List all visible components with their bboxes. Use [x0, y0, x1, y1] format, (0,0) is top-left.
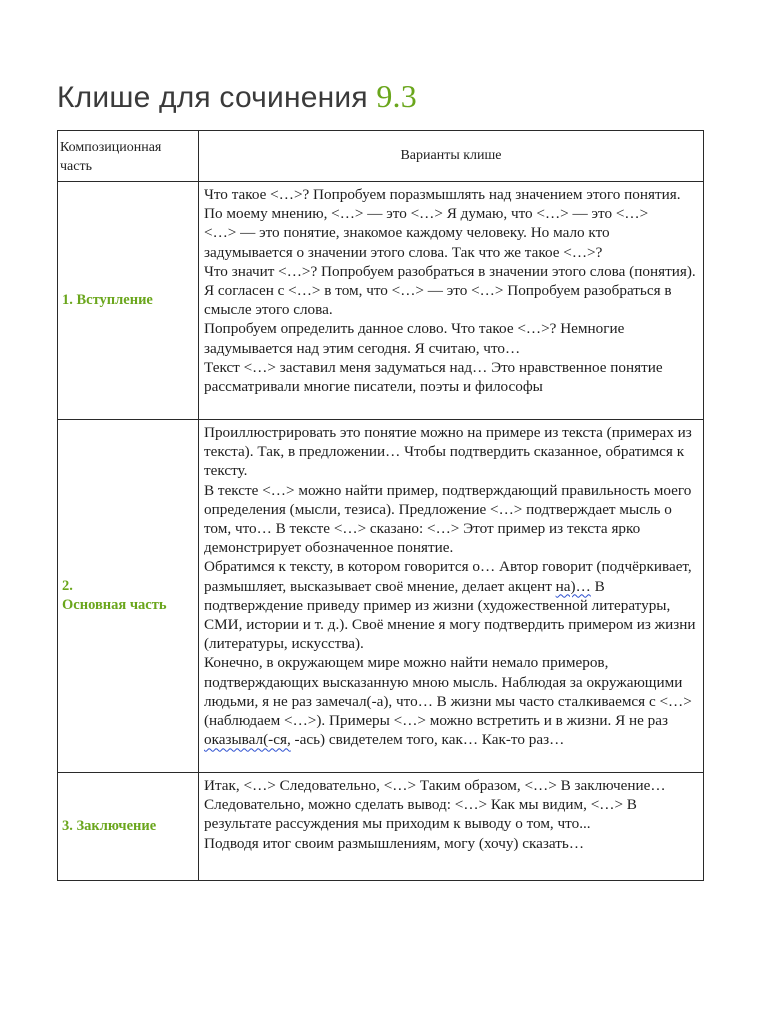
cliche-line: Что такое <…>? Попробуем поразмышлять над значением этого понятия. По моему мнению, <…> — это <…> Я думаю, что <…> — это <…> [204, 186, 681, 223]
table-row-main-part [58, 420, 704, 773]
table-header-row [58, 131, 704, 182]
page-title-text: Клише для сочинения [57, 81, 368, 114]
part-label-main-part [58, 420, 199, 773]
cliche-line: Текст <…> заставил меня задуматься над… Это нравственное понятие рассматривали многие писатели, поэты и философы [204, 358, 663, 396]
table-row-conclusion [58, 773, 704, 881]
part-label-introduction: 1. Вступление [58, 182, 199, 420]
page-title-number: 9.3 [376, 78, 417, 114]
cliche-line: <…> — это понятие, знакомое каждому человеку. Но мало кто задумывается о значении этого слова. Так что же такое <…>? [204, 224, 610, 261]
table-row-introduction [58, 182, 704, 420]
cliche-line: Что значит <…>? Попробуем разобраться в значении этого слова (понятия). Я согласен с <…> в том, что <…> — это <…> Попробуем разобраться в смысле этого слова. [204, 262, 696, 319]
part-label-text: Основная часть [62, 597, 167, 613]
part-label-conclusion: 3. Заключение [58, 773, 199, 881]
cliche-text: -ась) свидетелем того, как… Как-то раз… [290, 731, 565, 749]
part-label-number: 2. [62, 578, 73, 594]
cliche-text: Обратимся к тексту, в котором говорится о… Автор говорит (подчёркивает, размышляет, высказывает своё мнение, делает акцент [204, 558, 692, 595]
header-part: Композиционная часть [58, 131, 199, 182]
spellcheck-underline: оказывал(-ся, [204, 731, 291, 749]
cliche-line [204, 557, 699, 653]
cliche-line: Попробуем определить данное слово. Что такое <…>? Немногие задумывается над этим сегодня. Я считаю, что… [204, 320, 625, 357]
cliche-line: Проиллюстрировать это понятие можно на примере из текста (примерах из текста). Так, в предложении… Чтобы подтвердить сказанное, обратимся к тексту. [204, 424, 692, 480]
spellcheck-underline: на)… [555, 577, 591, 595]
variants-main-part [199, 420, 704, 773]
cliche-text: В подтверждение приведу пример из жизни (художественной литературы, СМИ, истории и т. д.). Своё мнение я могу подтвердить примером из жизни (литературы, искусства). [204, 577, 696, 653]
cliche-line: Итак, <…> Следовательно, <…> Таким образом, <…> В заключение… Следовательно, можно сделать вывод: <…> Как мы видим, <…> В результате рассуждения мы приходим к выводу о том, что... [204, 777, 666, 833]
cliche-text: Конечно, в окружающем мире можно найти немало примеров, подтверждающих высказанную мною мысль. Наблюдая за окружающими людьми, я не раз замечал(-а), что… В жизни мы часто сталкиваемся с <…> (наблюдаем <…>). Примеры <…> можно встретить и в жизни. Я не раз [204, 654, 692, 730]
cliche-table [57, 130, 704, 881]
page-title [57, 78, 417, 115]
header-variants: Варианты клише [199, 131, 704, 182]
cliche-line [204, 653, 699, 749]
cliche-line: Подводя итог своим размышлениям, могу (хочу) сказать… [204, 834, 585, 852]
cliche-line: В тексте <…> можно найти пример, подтверждающий правильность моего определения (мысли, тезиса). Предложение <…> подтверждает мысль о том, что… В тексте <…> сказано: <…> Этот пример из текста ярко демонстрирует обозначенное понятие. [204, 481, 692, 557]
variants-conclusion [199, 773, 704, 881]
variants-introduction [199, 182, 704, 420]
